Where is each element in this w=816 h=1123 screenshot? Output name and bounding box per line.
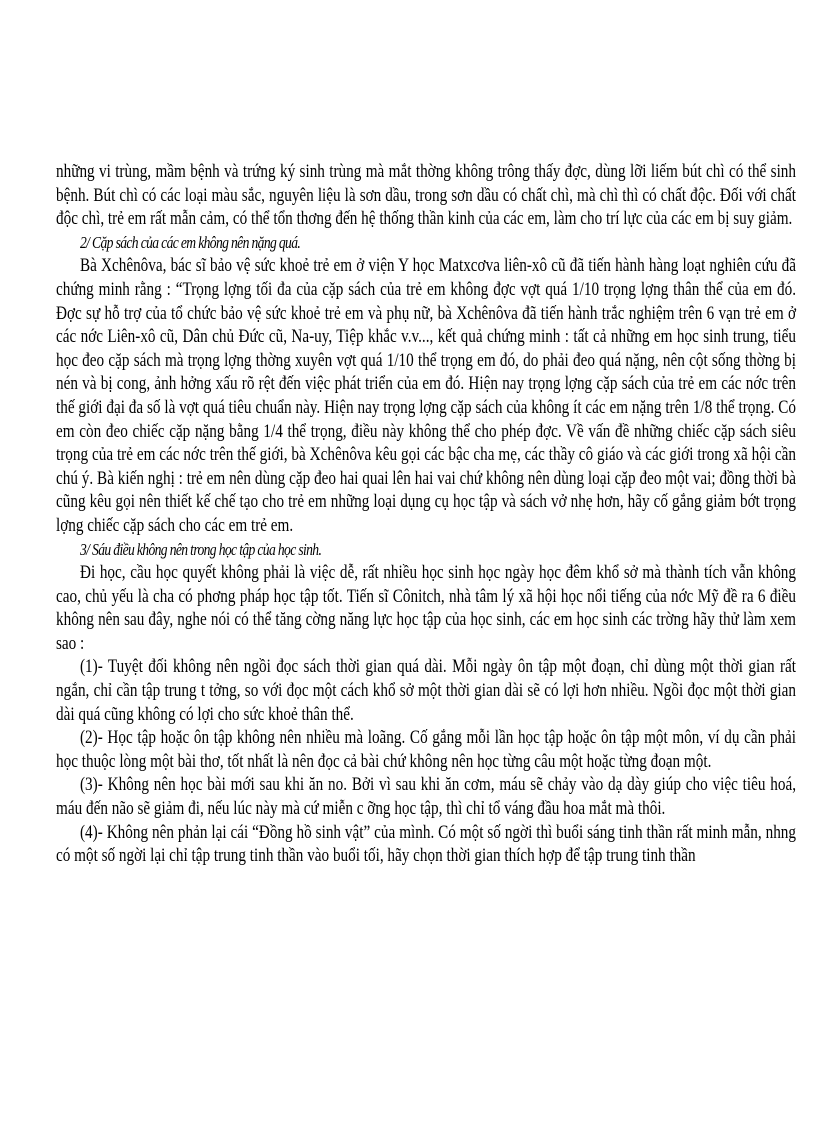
paragraph-backpack: Bà Xchênôva, bác sĩ bảo vệ sức khoẻ trẻ em ở viện Y học Matxcơva liên-xô cũ đã tiến hành hàng loạt nghiên cứu đã chứng minh rằng : “Trọng lợng tối đa của cặp sách của trẻ em không đợc vợt quá 1/10 trọng lợng thân thể của em đó. Đợc sự hỗ trợ của tổ chức bảo vệ sức khoẻ trẻ em và phụ nữ, bà Xchênôva đã tiến hành trắc nghiệm trên 6 vạn trẻ em ở các nớc Liên-xô cũ, Dân chủ Đức cũ, Na-uy, Tiệp khắc v.v..., kết quả chứng minh : tất cả những em học sinh trung, tiểu học đeo cặp sách mà trọng lợng thờng xuyên vợt quá 1/10 thể trọng em đó, do phải đeo quá nặng, nên cột sống thờng bị nén và bị cong, ảnh hởng xấu rõ rệt đến việc phát triển của em đó. Hiện nay trọng lợng cặp sách của trẻ em các nớc trên thế giới đại đa số là vợt quá tiêu chuẩn này. Hiện nay trọng lợng cặp sách của không ít các em nặng trên 1/8 thể trọng. Có em còn đeo chiếc cặp nặng bằng 1/4 thể trọng, điều này không thể cho phép đợc. Về vấn đề những chiếc cặp sách siêu trọng của trẻ em các nớc trên thế giới, bà Xchênôva kêu gọi các bậc cha mẹ, các thầy cô giáo và các giới trong xã hội cần chú ý. Bà kiến nghị : trẻ em nên dùng cặp đeo hai quai lên hai vai chứ không nên dùng loại cặp đeo một vai; đồng thời bà cũng kêu gọi nên thiết kế chế tạo cho trẻ em những loại dụng cụ học tập và sách vở nhẹ hơn, hãy cố gắng giảm bớt trọng lợng chiếc cặp sách cho các em trẻ em. bbox=[56, 255, 796, 536]
list-item-2: (2)- Học tập hoặc ôn tập không nên nhiều mà loãng. Cố gắng mỗi lần học tập hoặc ôn tập một môn, ví dụ cần phải học thuộc lòng một bài thơ, tốt nhất là nên đọc cả bài chứ không nên học từng câu một hoặc từng đoạn một. bbox=[56, 727, 796, 772]
list-item-1: (1)- Tuyệt đối không nên ngồi đọc sách thời gian quá dài. Mỗi ngày ôn tập một đoạn, chỉ dùng một thời gian rất ngắn, chỉ cần tập trung t tởng, so với đọc một cách khổ sở một thời gian dài sẽ có lợi hơn nhiều. Ngồi đọc một thời gian dài quá cũng không có lợi cho sức khoẻ thân thể. bbox=[56, 656, 796, 725]
section-heading-3: 3/ Sáu điều không nên trong học tập của học sinh. bbox=[80, 539, 322, 559]
paragraph-continuation: những vi trùng, mầm bệnh và trứng ký sinh trùng mà mắt thờng không trông thấy đợc, dùng lỡi liếm bút chì có thể sinh bệnh. Bút chì có các loại màu sắc, nguyên liệu là sơn dầu, trong sơn dầu có chất chì, mà chì thì có chất độc. Đối với chất độc chì, trẻ em rất mẫn cảm, có thể tổn thơng đến hệ thống thần kinh của các em, làm cho trí lực của các em bị suy giảm. bbox=[56, 161, 796, 230]
paragraph-study-intro: Đi học, cầu học quyết không phải là việc dễ, rất nhiều học sinh học ngày học đêm khổ sở mà thành tích vẫn không cao, chủ yếu là cha có phơng pháp học tập tốt. Tiến sĩ Cônitch, nhà tâm lý xã hội học nổi tiếng của nớc Mỹ đề ra 6 điều không nên sau đây, nghe nói có thể tăng cờng năng lực học tập của học sinh, các em học sinh các trờng hãy thử làm xem sao : bbox=[56, 562, 796, 654]
document-page bbox=[56, 160, 796, 868]
section-heading-2: 2/ Cặp sách của các em không nên nặng quá. bbox=[80, 232, 301, 252]
list-item-3: (3)- Không nên học bài mới sau khi ăn no. Bởi vì sau khi ăn cơm, máu sẽ chảy vào dạ dày giúp cho việc tiêu hoá, máu đến não sẽ giảm đi, nếu lúc này mà cứ miễn c ỡng học tập, thì chỉ tổ váng đầu hoa mắt mà thôi. bbox=[56, 774, 796, 820]
list-item-4: (4)- Không nên phản lại cái “Đồng hồ sinh vật” của mình. Có một số ngời thì buổi sáng tinh thần rất minh mẫn, nhng có một số ngời lại chỉ tập trung tinh thần vào buổi tối, hãy chọn thời gian thích hợp để tập trung tinh thần bbox=[56, 821, 796, 867]
